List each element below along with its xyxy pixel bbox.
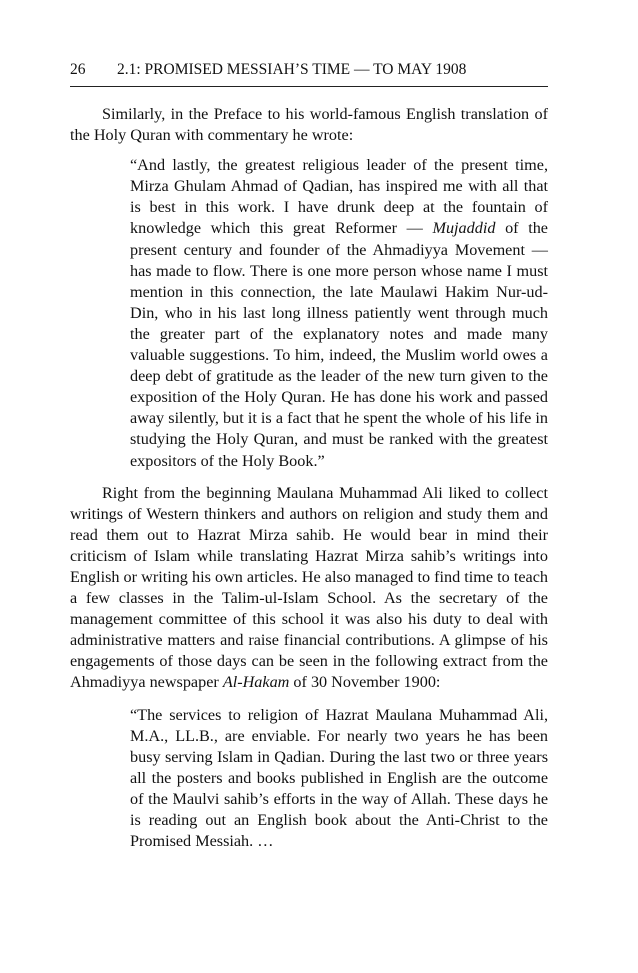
block-quote-al-hakam: “The services to religion of Hazrat Maulana Muhammad Ali, M.A., LL.B., are enviable. For nearly two years he has been busy serving Islam in Qadian. During the last two or three years all the posters and books published in English are the outcome of the Maulvi sahib’s efforts in the way of Allah. These days he is reading out an English book about the Anti-Christ to the Promised Messiah. … xyxy=(130,705,548,851)
quote-text-part: of the present century and founder of the Ahmadiyya Movement — has made to flow. There is one more person whose name I must mention in this connection, the late Maulawi Hakim Nur-ud-Din, who in his last long illness patiently went through much the greater part of the explanatory notes and made many valuable suggestions. To him, indeed, the Muslim world owes a deep debt of gratitude as the leader of the new turn given to the exposition of the Holy Quran. He has done his work and passed away silently, but it is a fact that he spent the whole of his life in studying the Holy Quran, and must be ranked with the greatest expositors of the Holy Book.” xyxy=(130,219,548,470)
newspaper-name: Al-Hakam xyxy=(222,673,290,692)
block-quote-preface xyxy=(130,155,548,471)
paragraph-text-part: Right from the beginning Maulana Muhammad Ali liked to collect writings of Western thinkers and authors on religion and study them and read them out to Hazrat Mirza sahib. He would bear in mind their criticism of Islam while translating Hazrat Mirza sahib’s writings into English or writing his own articles. He also managed to find time to teach a few classes in the Talim-ul-Islam School. As the secretary of the management committee of this school it was also his duty to deal with administrative matters and raise financial contributions. A glimpse of his engagements of those days can be seen in the following extract from the Ahmadiyya newspaper xyxy=(70,483,548,692)
page-number: 26 xyxy=(70,61,86,78)
running-header xyxy=(70,60,548,80)
quote-italic-term: Mujaddid xyxy=(432,219,496,238)
body-text xyxy=(70,104,548,852)
paragraph-text-part: of 30 November 1900: xyxy=(289,673,441,692)
quote-text-part: “And lastly, the greatest religious leader of the present time, Mirza Ghulam Ahmad of Qadian, has inspired me with all that is best in this work. I have drunk deep at the fountain of knowledge which this great Reformer — xyxy=(130,156,548,238)
paragraph-preface-intro: Similarly, in the Preface to his world-famous English translation of the Holy Quran with commentary he wrote: xyxy=(70,105,548,145)
paragraph-collect-writings xyxy=(70,483,548,694)
running-title: 2.1: PROMISED MESSIAH’S TIME — TO MAY 1908 xyxy=(117,61,467,78)
book-page xyxy=(70,60,548,852)
header-rule xyxy=(70,86,548,87)
